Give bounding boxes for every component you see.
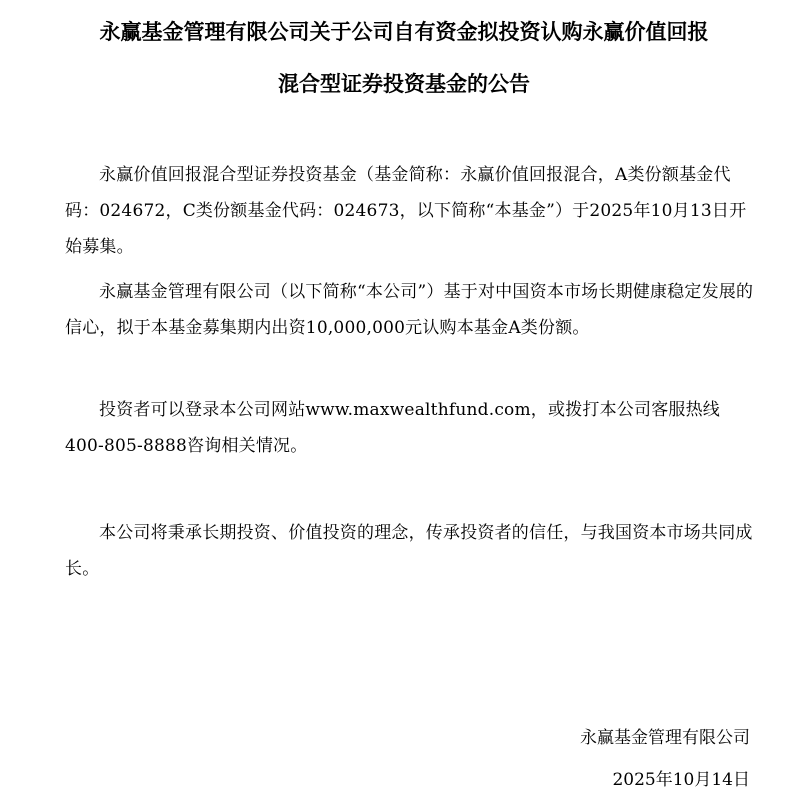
paragraph-subscription: 永赢基金管理有限公司（以下简称“本公司”）基于对中国资本市场长期健康稳定发展的信心，拟于本基金募集期内出资10,000,000元认购本基金A类份额。 <box>65 282 754 338</box>
announcement-title-line-1: 永赢基金管理有限公司关于公司自有资金拟投资认购永赢价值回报 <box>99 20 709 44</box>
signature-company: 永赢基金管理有限公司 <box>580 728 750 748</box>
announcement-title-line-2: 混合型证券投资基金的公告 <box>278 72 530 96</box>
paragraph-contact-info: 投资者可以登录本公司网站www.maxwealthfund.com，或拨打本公司客服热线400-805-8888咨询相关情况。 <box>65 400 720 456</box>
paragraph-fund-intro: 永赢价值回报混合型证券投资基金（基金简称：永赢价值回报混合，A类份额基金代码：024672，C类份额基金代码：024673，以下简称“本基金”）于2025年10月13日开始募集。 <box>65 165 747 257</box>
paragraph-closing: 本公司将秉承长期投资、价值投资的理念，传承投资者的信任，与我国资本市场共同成长。 <box>65 523 753 579</box>
signature-date: 2025年10月14日 <box>612 770 750 790</box>
